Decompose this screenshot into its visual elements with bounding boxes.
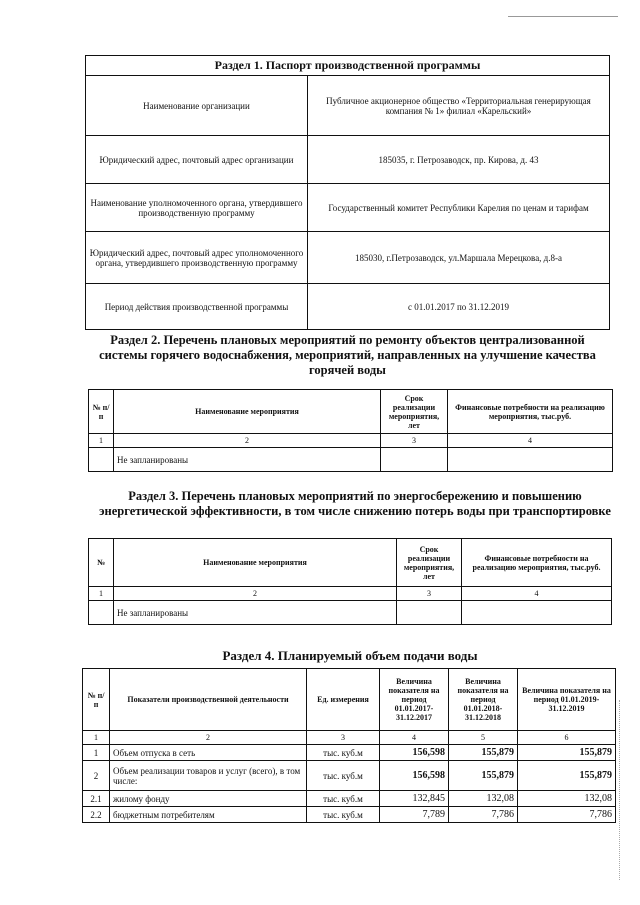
column-number: 1 <box>89 434 114 448</box>
energy-saving-table <box>88 538 612 625</box>
column-number: 2 <box>114 434 381 448</box>
header-measure-name: Наименование мероприятия <box>114 539 397 587</box>
section2-title: Раздел 2. Перечень плановых мероприятий по ремонту объектов централизованной системы горячего водоснабжения, мероприятий, направленных на улучшение качества горячей воды <box>99 333 596 377</box>
passport-table <box>85 55 610 330</box>
column-number: 3 <box>381 434 448 448</box>
water-supply-volume-table <box>82 668 616 823</box>
passport-row-label: Наименование уполномоченного органа, утвердившего производственную программу <box>86 184 308 232</box>
indicator-name: Объем отпуска в сеть <box>110 745 307 761</box>
section1-title: Раздел 1. Паспорт производственной программы <box>86 56 610 76</box>
unit: тыс. куб.м <box>307 761 380 791</box>
column-number: 2 <box>114 587 397 601</box>
table-row <box>83 761 616 791</box>
value-2019: 155,879 <box>518 761 616 791</box>
column-number: 4 <box>448 434 613 448</box>
column-number: 1 <box>83 731 110 745</box>
row-number: 1 <box>83 745 110 761</box>
table-row <box>83 745 616 761</box>
table-row <box>83 807 616 823</box>
unit: тыс. куб.м <box>307 807 380 823</box>
row-number: 2.1 <box>83 791 110 807</box>
passport-row-value: 185035, г. Петрозаводск, пр. Кирова, д. 43 <box>308 136 610 184</box>
header-term: Срок реализации мероприятия, лет <box>381 390 448 434</box>
column-number: 5 <box>449 731 518 745</box>
not-planned-text: Не запланированы <box>114 448 381 472</box>
value-2019: 132,08 <box>518 791 616 807</box>
header-value-2019: Величина показателя на период 01.01.2019-31.12.2019 <box>518 669 616 731</box>
column-number: 3 <box>397 587 462 601</box>
unit: тыс. куб.м <box>307 791 380 807</box>
header-term: Срок реализации мероприятия, лет <box>397 539 462 587</box>
passport-row-value: с 01.01.2017 по 31.12.2019 <box>308 284 610 330</box>
table-cell <box>89 448 114 472</box>
header-number: № п/п <box>89 390 114 434</box>
column-number: 1 <box>89 587 114 601</box>
table-cell <box>397 601 462 625</box>
section4-title: Раздел 4. Планируемый объем подачи воды <box>222 648 478 663</box>
value-2018: 155,879 <box>449 745 518 761</box>
column-number: 3 <box>307 731 380 745</box>
value-2019: 155,879 <box>518 745 616 761</box>
passport-row-value: Государственный комитет Республики Карелия по ценам и тарифам <box>308 184 610 232</box>
scan-artifact-marks <box>619 700 622 880</box>
not-planned-text: Не запланированы <box>114 601 397 625</box>
column-number: 2 <box>110 731 307 745</box>
value-2017: 132,845 <box>380 791 449 807</box>
header-unit: Ед. измерения <box>307 669 380 731</box>
table-row <box>83 791 616 807</box>
header-finance: Финансовые потребности на реализацию мероприятия, тыс.руб. <box>448 390 613 434</box>
column-number: 4 <box>380 731 449 745</box>
header-value-2017: Величина показателя на период 01.01.2017-31.12.2017 <box>380 669 449 731</box>
header-measure-name: Наименование мероприятия <box>114 390 381 434</box>
passport-row-label: Период действия производственной программы <box>86 284 308 330</box>
scan-artifact-line <box>508 16 618 17</box>
value-2017: 7,789 <box>380 807 449 823</box>
value-2018: 132,08 <box>449 791 518 807</box>
passport-row-label: Юридический адрес, почтовый адрес организации <box>86 136 308 184</box>
passport-row-label: Наименование организации <box>86 76 308 136</box>
table-cell <box>462 601 612 625</box>
table-cell <box>381 448 448 472</box>
repair-measures-table <box>88 389 613 472</box>
row-number: 2.2 <box>83 807 110 823</box>
section3-title: Раздел 3. Перечень плановых мероприятий по энергосбережению и повышению энергетической эффективности, в том числе снижению потерь воды при транспортировке <box>99 489 611 518</box>
column-number: 4 <box>462 587 612 601</box>
header-number: № <box>89 539 114 587</box>
value-2019: 7,786 <box>518 807 616 823</box>
table-cell <box>448 448 613 472</box>
indicator-name: жилому фонду <box>110 791 307 807</box>
indicator-name: бюджетным потребителям <box>110 807 307 823</box>
passport-row-value: 185030, г.Петрозаводск, ул.Маршала Мерецкова, д.8-а <box>308 232 610 284</box>
passport-row-value: Публичное акционерное общество «Территориальная генерирующая компания № 1» филиал «Карельский» <box>308 76 610 136</box>
header-indicator: Показатели производственной деятельности <box>110 669 307 731</box>
header-number: № п/п <box>83 669 110 731</box>
row-number: 2 <box>83 761 110 791</box>
unit: тыс. куб.м <box>307 745 380 761</box>
value-2017: 156,598 <box>380 761 449 791</box>
value-2018: 155,879 <box>449 761 518 791</box>
header-value-2018: Величина показателя на период 01.01.2018-31.12.2018 <box>449 669 518 731</box>
table-cell <box>89 601 114 625</box>
value-2017: 156,598 <box>380 745 449 761</box>
passport-row-label: Юридический адрес, почтовый адрес уполномоченного органа, утвердившего производственную программу <box>86 232 308 284</box>
indicator-name: Объем реализации товаров и услуг (всего), в том числе: <box>110 761 307 791</box>
value-2018: 7,786 <box>449 807 518 823</box>
column-number: 6 <box>518 731 616 745</box>
header-finance: Финансовые потребности на реализацию мероприятия, тыс.руб. <box>462 539 612 587</box>
